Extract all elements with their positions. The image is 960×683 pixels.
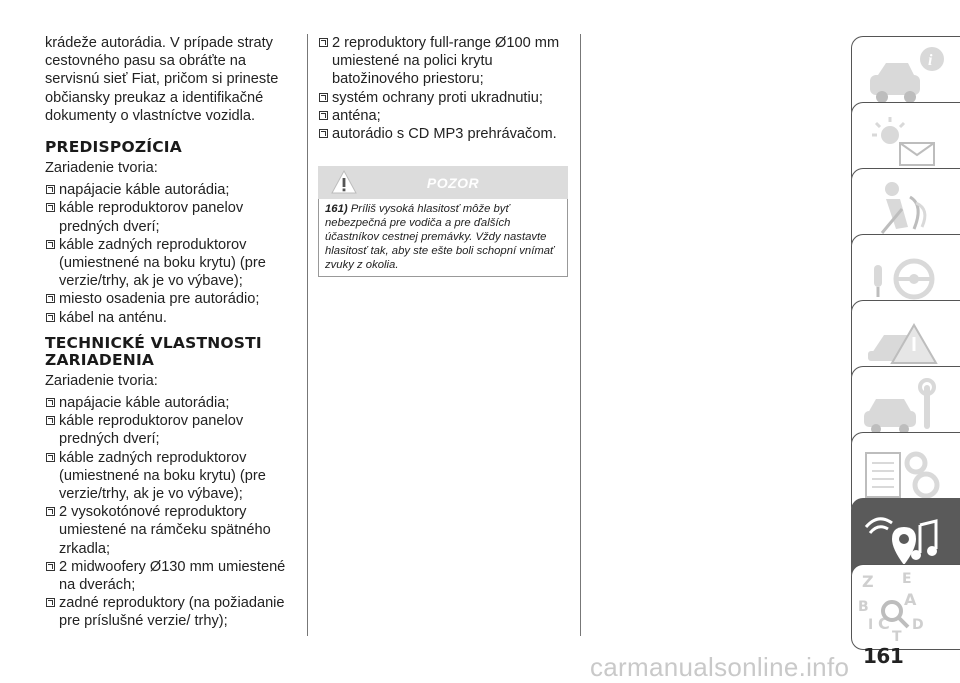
checkbox-bullet-icon bbox=[46, 185, 55, 194]
svg-text:T: T bbox=[892, 629, 902, 645]
checkbox-bullet-icon bbox=[46, 598, 55, 607]
list-item: napájacie káble autorádia; bbox=[45, 181, 297, 199]
checkbox-bullet-icon bbox=[46, 240, 55, 249]
middle-column bbox=[318, 34, 570, 143]
warning-title: POZOR bbox=[426, 175, 480, 191]
warning-header bbox=[318, 166, 568, 199]
svg-text:B: B bbox=[858, 599, 869, 615]
list-item: káble reproduktorov panelov predných dverí; bbox=[45, 412, 297, 448]
alphabetical-index-icon bbox=[852, 565, 960, 651]
list-item: zadné reproduktory (na požiadanie pre príslušné verzie/ trhy); bbox=[45, 594, 297, 630]
checkbox-bullet-icon bbox=[46, 203, 55, 212]
checkbox-bullet-icon bbox=[319, 93, 328, 102]
column-divider bbox=[307, 34, 308, 636]
checkbox-bullet-icon bbox=[319, 111, 328, 120]
checkbox-bullet-icon bbox=[319, 38, 328, 47]
list-item: 2 midwoofery Ø130 mm umiestené na dverách; bbox=[45, 558, 297, 594]
list-item: autorádio s CD MP3 prehrávačom. bbox=[318, 125, 570, 143]
list-item: systém ochrany proti ukradnutiu; bbox=[318, 89, 570, 107]
section-heading-technicke-vlastnosti: TECHNICKÉ VLASTNOSTI ZARIADENIA bbox=[45, 333, 262, 369]
checkbox-bullet-icon bbox=[319, 129, 328, 138]
left-column bbox=[45, 34, 297, 631]
list-item: káble reproduktorov panelov predných dverí; bbox=[45, 199, 297, 235]
checkbox-bullet-icon bbox=[46, 453, 55, 462]
svg-text:I: I bbox=[868, 617, 874, 633]
warning-message: Príliš vysoká hlasitosť môže byť nebezpečná pre vodiča a pre ďalších účastníkov cestnej premávky. Vždy nastavte hlasitosť tak, aby ste ešte boli schopní vnímať zvuky z okolia. bbox=[325, 203, 555, 271]
column-divider bbox=[580, 34, 581, 636]
warning-number: 161) bbox=[325, 203, 348, 215]
svg-text:Z: Z bbox=[862, 572, 874, 591]
tab-index[interactable] bbox=[851, 564, 960, 650]
list-item: káble zadných reproduktorov (umiestnené na boku krytu) (pre verzie/trhy, ak je vo výbave); bbox=[45, 236, 297, 291]
checkbox-bullet-icon bbox=[46, 507, 55, 516]
svg-text:E: E bbox=[902, 571, 912, 587]
svg-text:A: A bbox=[904, 590, 917, 609]
list-item: káble zadných reproduktorov (umiestnené na boku krytu) (pre verzie/trhy, ak je vo výbave); bbox=[45, 449, 297, 504]
svg-text:i: i bbox=[928, 52, 933, 69]
checkbox-bullet-icon bbox=[46, 398, 55, 407]
list-item: napájacie káble autorádia; bbox=[45, 394, 297, 412]
svg-text:C: C bbox=[878, 614, 890, 633]
checkbox-bullet-icon bbox=[46, 313, 55, 322]
section-intro: Zariadenie tvoria: bbox=[45, 372, 158, 389]
warning-text bbox=[318, 199, 568, 277]
warning-box bbox=[318, 166, 568, 277]
checkbox-bullet-icon bbox=[46, 294, 55, 303]
list-item: 2 reproduktory full-range Ø100 mm umiestené na polici krytu batožinového priestoru; bbox=[318, 34, 570, 89]
page-number: 161 bbox=[863, 644, 904, 668]
svg-text:D: D bbox=[912, 617, 924, 633]
intro-paragraph: krádeže autorádia. V prípade straty cestovného pasu sa obráťte na servisnú sieť Fiat, pričom si prineste občiansky preukaz a identifikačné dokumenty o vlastníctve vozidla. bbox=[45, 35, 279, 124]
list-item: miesto osadenia pre autorádio; bbox=[45, 290, 297, 308]
list-item: 2 vysokotónové reproduktory umiestené na rámčeku spätného zrkadla; bbox=[45, 503, 297, 558]
section-intro: Zariadenie tvoria: bbox=[45, 160, 158, 177]
list-item: anténa; bbox=[318, 107, 570, 125]
checkbox-bullet-icon bbox=[46, 562, 55, 571]
list-item: kábel na anténu. bbox=[45, 309, 297, 327]
section-heading-predispozicia: PREDISPOZÍCIA bbox=[45, 138, 182, 157]
checkbox-bullet-icon bbox=[46, 416, 55, 425]
watermark-text: carmanualsonline.info bbox=[590, 652, 850, 682]
